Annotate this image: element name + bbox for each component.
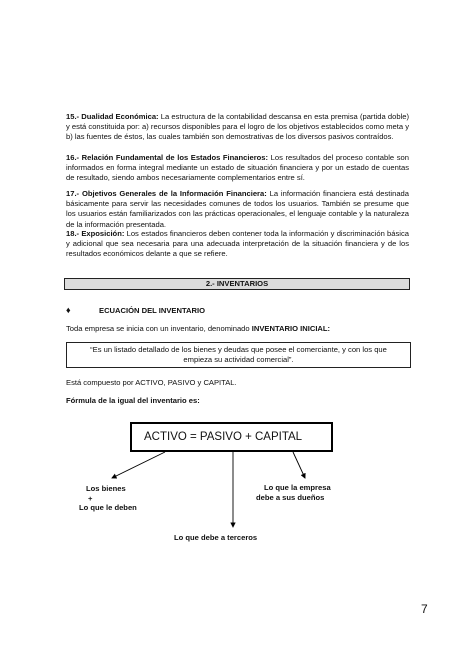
paragraph-15-title: 15.- Dualidad Económica: [66, 112, 159, 121]
paragraph-17-body: La información financiera está destinada básicamente para servir las necesidades comunes de todos los usuarios. También se presume que los usuarios están familiarizados con las prácticas operacionales, el lenguaje contable y la naturaleza de la información presentada. [66, 189, 409, 229]
label-bienes-3: Lo que le deben [79, 503, 137, 512]
paragraph-18-body: Los estados financieros deben contener toda la información y discriminación básica y adicional que sea necesaria para una adecuada interpretación de la situación financiera y de los resultados económicos delante a que se refiere. [66, 229, 409, 259]
subheading: ECUACIÓN DEL INVENTARIO [99, 306, 206, 315]
label-terceros: Lo que debe a terceros [174, 533, 258, 542]
arrow-to-empresa [293, 452, 305, 478]
paragraph-17-title: 17.- Objetivos Generales de la Información Financiera: [66, 189, 267, 198]
section-banner: 2.- INVENTARIOS [64, 278, 410, 290]
paragraph-16-title: 16.- Relación Fundamental de los Estados Financieros: [66, 153, 269, 162]
intro-text: Toda empresa se inicia con un inventario, denominado [66, 324, 252, 333]
paragraph-16-body: Los resultados del proceso contable son informados en forma integral mediante un estado de situación financiera y por un estado de cuentas de resultado, siendo ambos necesariamente complementarios entre sí. [66, 153, 409, 183]
label-empresa-1: Lo que la empresa [264, 483, 331, 492]
quote-box: “Es un listado detallado de los bienes y deudas que posee el comerciante, y con los que empieza su actividad comercial”. [66, 342, 411, 368]
label-empresa-2: debe a sus dueños [256, 493, 325, 502]
label-bienes-1: Los bienes [86, 484, 126, 493]
page-number: 7 [421, 602, 428, 616]
arrow-to-bienes [112, 452, 165, 478]
paragraph-18-title: 18.- Exposición: [66, 229, 125, 238]
diamond-bullet-icon: ♦ [66, 305, 71, 315]
paragraph-15-body: La estructura de la contabilidad descansa en esta premisa (partida doble) y está constituida por: a) recursos disponibles para el logro de los objetivos establecidos como meta y b) las fuentes de éstos, las cuales también son demostrativas de los diversos pasivos contraídos. [66, 112, 409, 142]
formula-title: Fórmula de la igual del inventario es: [66, 396, 200, 405]
composed-by-text: Está compuesto por ACTIVO, PASIVO y CAPITAL. [66, 378, 237, 387]
label-bienes-2: + [88, 494, 93, 503]
formula-box: ACTIVO = PASIVO + CAPITAL [130, 422, 333, 452]
intro-bold: INVENTARIO INICIAL: [251, 324, 331, 333]
